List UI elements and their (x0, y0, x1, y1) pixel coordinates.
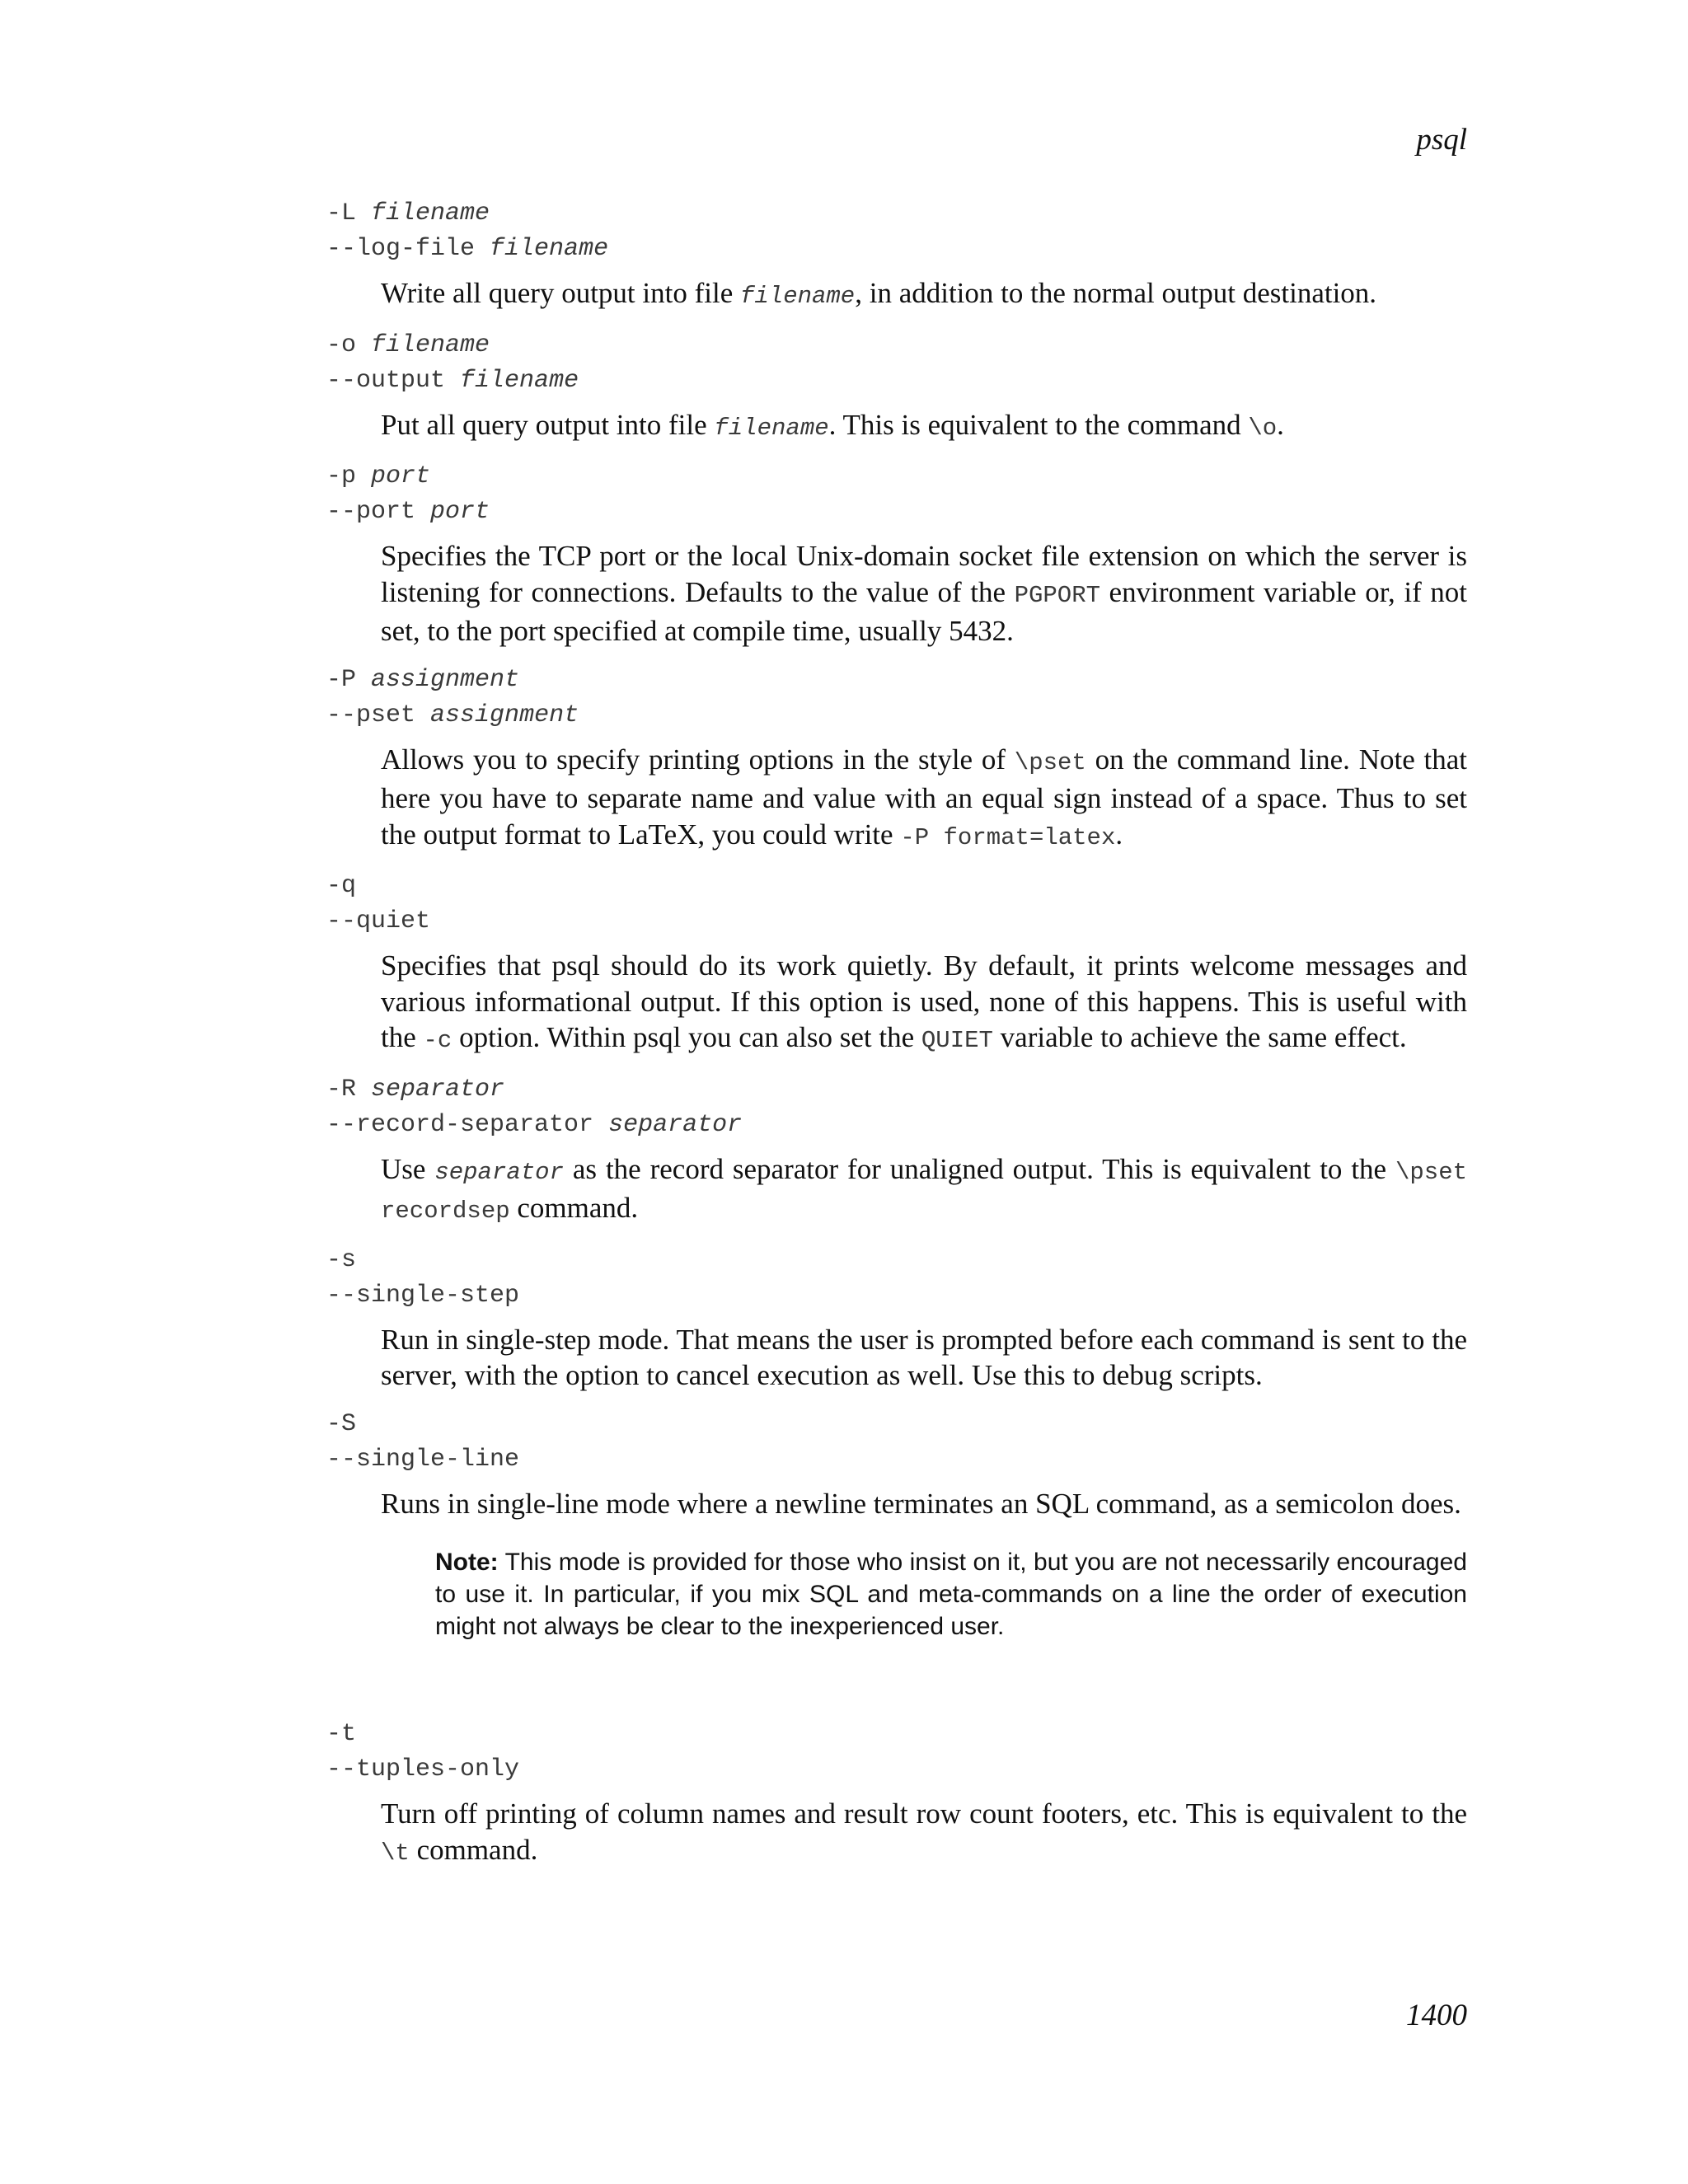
option-term: -S (326, 1409, 357, 1438)
running-header: psql (1416, 123, 1467, 157)
option-entry-output (326, 328, 1467, 447)
option-description: Allows you to specify printing options in the style of \pset on the command line. Note that here you have to separate name and value with an equal sign instead of a space. Thus to set the output format to LaTeX, you could write -P format=latex. (381, 743, 1467, 851)
option-entry-port (326, 459, 1467, 649)
option-description: Run in single-step mode. That means the user is prompted before each command is sent to the server, with the option to cancel execution as well. Use this to debug scripts. (381, 1323, 1467, 1391)
option-term-long: --output filename (326, 366, 579, 395)
option-term-long: --record-separator separator (326, 1110, 743, 1139)
option-term: -t (326, 1720, 357, 1748)
option-entry-single-step (326, 1243, 1467, 1394)
option-description: Runs in single-line mode where a newline terminates an SQL command, as a semicolon does. (381, 1487, 1461, 1520)
option-term: -P assignment (326, 665, 520, 694)
option-entry-tuples-only (326, 1717, 1467, 1871)
option-description: Specifies the TCP port or the local Unix-domain socket file extension on which the server is listening for connections. Defaults to the value of the PGPORT environment variable or, if not set, to the port specified at compile time, usually 5432. (381, 540, 1468, 647)
option-term: -p port (326, 462, 431, 490)
option-term: -q (326, 872, 357, 900)
option-description: Turn off printing of column names and result row count footers, etc. This is equivalent to the \t command. (381, 1797, 1467, 1867)
option-term: -s (326, 1245, 357, 1274)
option-description: Specifies that psql should do its work quietly. By default, it prints welcome messages and various informational output. If this option is used, none of this happens. This is useful with the -c option. Within psql you can also set the QUIET variable to achieve the same effect. (381, 949, 1467, 1054)
option-term-long: --log-file filename (326, 235, 609, 263)
option-entry-record-separator (326, 1072, 1467, 1230)
option-term: -L filename (326, 199, 490, 227)
option-entry-quiet (326, 869, 1467, 1059)
option-description: Use separator as the record separator for unaligned output. This is equivalent to the \pset recordsep command. (381, 1152, 1467, 1225)
option-term: -o filename (326, 330, 490, 359)
option-entry-single-line (326, 1407, 1467, 1718)
option-term-long: --port port (326, 498, 490, 526)
option-description: Write all query output into file filename, in addition to the normal output destination. (381, 277, 1377, 310)
option-list (326, 196, 1467, 1884)
option-entry-log-file (326, 196, 1467, 315)
option-term-long: --single-line (326, 1445, 520, 1474)
option-description: Put all query output into file filename. This is equivalent to the command \o. (381, 408, 1284, 442)
option-term-long: --quiet (326, 907, 431, 935)
note-text: This mode is provided for those who insist on it, but you are not necessarily encouraged to use it. In particular, if you mix SQL and meta-commands on a line the order of execution might not always be clear to the inexperienced user. (435, 1549, 1467, 1640)
option-term-long: --pset assignment (326, 701, 579, 729)
page-number: 1400 (1406, 1999, 1467, 2032)
note-label: Note: (435, 1549, 499, 1576)
note-box (435, 1546, 1467, 1643)
option-entry-pset (326, 663, 1467, 856)
option-term-long: --tuples-only (326, 1755, 520, 1783)
option-term: -R separator (326, 1075, 505, 1104)
option-term-long: --single-step (326, 1281, 520, 1310)
